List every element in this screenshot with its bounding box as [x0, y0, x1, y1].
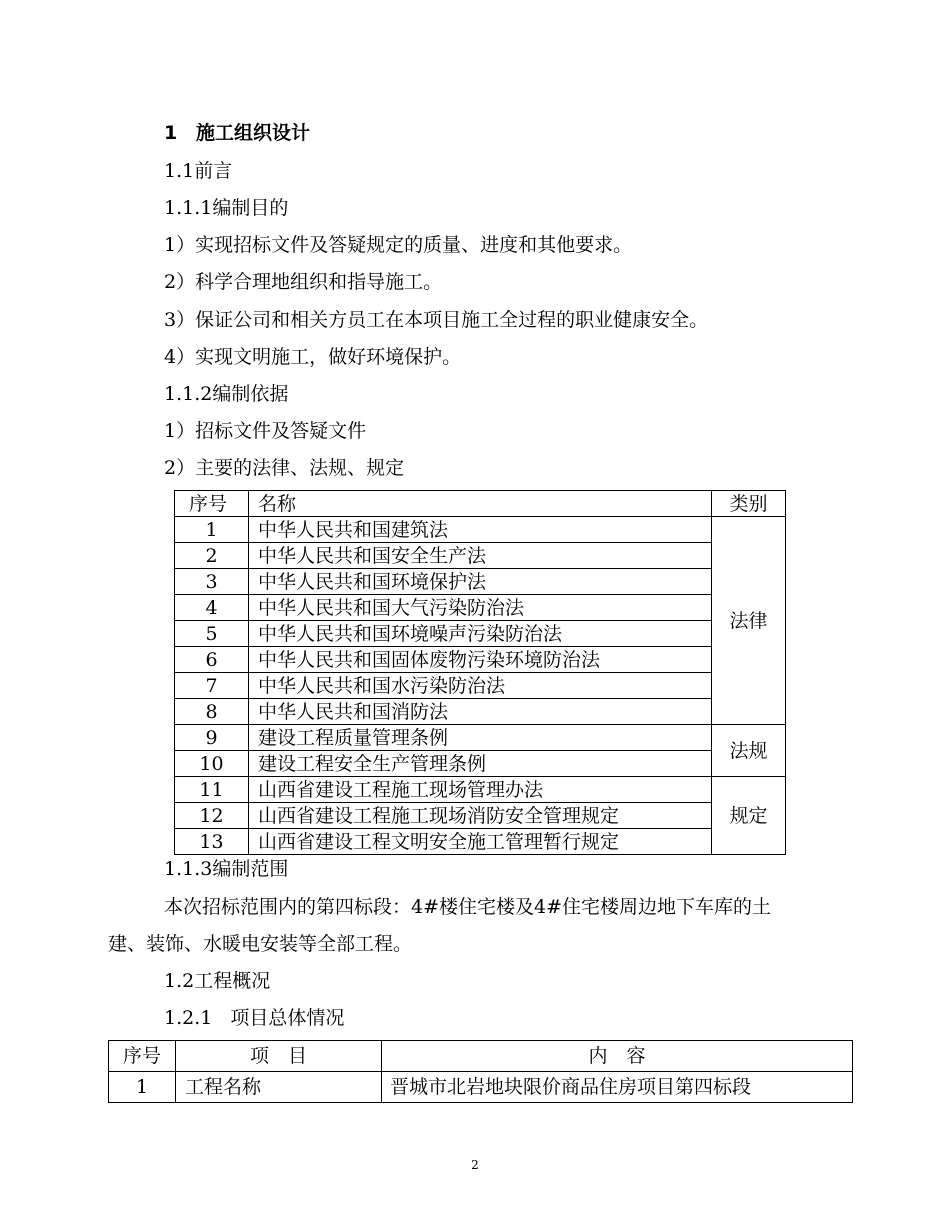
heading-1-2-1-title: 项目总体情况 — [230, 1007, 345, 1029]
row-name: 中华人民共和国消防法 — [249, 699, 712, 725]
row-name: 山西省建设工程文明安全施工管理暂行规定 — [249, 829, 712, 855]
table-row — [175, 777, 786, 803]
row-name: 中华人民共和国水污染防治法 — [249, 673, 712, 699]
row-no: 6 — [175, 647, 249, 673]
row-no: 9 — [175, 725, 249, 751]
row-name: 中华人民共和国安全生产法 — [249, 543, 712, 569]
header-name: 名称 — [249, 491, 712, 517]
table-row — [175, 647, 786, 673]
row-name: 中华人民共和国固体废物污染环境防治法 — [249, 647, 712, 673]
category-rule: 规定 — [712, 777, 786, 855]
row-name: 山西省建设工程施工现场消防安全管理规定 — [249, 803, 712, 829]
table-row — [175, 751, 786, 777]
row-no: 5 — [175, 621, 249, 647]
table-row — [175, 517, 786, 543]
table-row — [175, 699, 786, 725]
paragraph-scope-line-2: 建、装饰、水暖电安装等全部工程。 — [108, 933, 413, 955]
row-no: 1 — [175, 517, 249, 543]
header-content: 内 容 — [382, 1041, 853, 1072]
heading-1-2: 1.2工程概况 — [164, 970, 271, 992]
paragraph-basis-2: 2）主要的法律、法规、规定 — [164, 457, 405, 479]
row-name: 山西省建设工程施工现场管理办法 — [249, 777, 712, 803]
page-number: 2 — [471, 1158, 479, 1172]
row-name: 中华人民共和国环境保护法 — [249, 569, 712, 595]
table-row — [175, 595, 786, 621]
table-row — [175, 725, 786, 751]
row-no: 12 — [175, 803, 249, 829]
section-number: 1 — [164, 122, 178, 144]
table-row — [175, 621, 786, 647]
heading-1-1: 1.1前言 — [164, 160, 233, 182]
laws-table — [174, 490, 786, 855]
paragraph-goal-3: 3）保证公司和相关方员工在本项目施工全过程的职业健康安全。 — [164, 309, 709, 331]
row-no: 2 — [175, 543, 249, 569]
table-row — [175, 673, 786, 699]
row-name: 中华人民共和国建筑法 — [249, 517, 712, 543]
header-no: 序号 — [175, 491, 249, 517]
paragraph-scope-line-1: 本次招标范围内的第四标段：4#楼住宅楼及4#住宅楼周边地下车库的土 — [164, 896, 772, 918]
row-no: 11 — [175, 777, 249, 803]
table-row — [175, 829, 786, 855]
category-regulation: 法规 — [712, 725, 786, 777]
row-no: 4 — [175, 595, 249, 621]
overview-table — [108, 1040, 853, 1103]
heading-1-2-1 — [164, 1006, 344, 1030]
row-no: 8 — [175, 699, 249, 725]
row-name: 建设工程质量管理条例 — [249, 725, 712, 751]
row-no: 13 — [175, 829, 249, 855]
table-row — [175, 543, 786, 569]
row-content: 晋城市北岩地块限价商品住房项目第四标段 — [382, 1072, 853, 1103]
heading-1-1-1: 1.1.1编制目的 — [164, 197, 289, 219]
paragraph-goal-4: 4）实现文明施工，做好环境保护。 — [164, 346, 462, 368]
category-law: 法律 — [712, 517, 786, 725]
row-name: 中华人民共和国大气污染防治法 — [249, 595, 712, 621]
row-no: 7 — [175, 673, 249, 699]
table-header-row — [175, 491, 786, 517]
paragraph-basis-1: 1）招标文件及答疑文件 — [164, 420, 367, 442]
row-item: 工程名称 — [176, 1072, 382, 1103]
heading-1-2-1-number: 1.2.1 — [164, 1007, 213, 1029]
table-header-row — [109, 1041, 853, 1072]
table-row — [175, 803, 786, 829]
heading-1-1-3: 1.1.3编制范围 — [164, 858, 289, 880]
paragraph-goal-2: 2）科学合理地组织和指导施工。 — [164, 271, 443, 293]
heading-1-1-2: 1.1.2编制依据 — [164, 383, 289, 405]
table-row — [175, 569, 786, 595]
section-title: 施工组织设计 — [196, 122, 311, 144]
header-category: 类别 — [712, 491, 786, 517]
paragraph-goal-1: 1）实现招标文件及答疑规定的质量、进度和其他要求。 — [164, 234, 633, 256]
row-no: 1 — [109, 1072, 176, 1103]
header-item: 项 目 — [176, 1041, 382, 1072]
table-row — [109, 1072, 853, 1103]
row-name: 中华人民共和国环境噪声污染防治法 — [249, 621, 712, 647]
row-no: 10 — [175, 751, 249, 777]
row-no: 3 — [175, 569, 249, 595]
header-no: 序号 — [109, 1041, 176, 1072]
row-name: 建设工程安全生产管理条例 — [249, 751, 712, 777]
section-heading — [164, 121, 310, 145]
